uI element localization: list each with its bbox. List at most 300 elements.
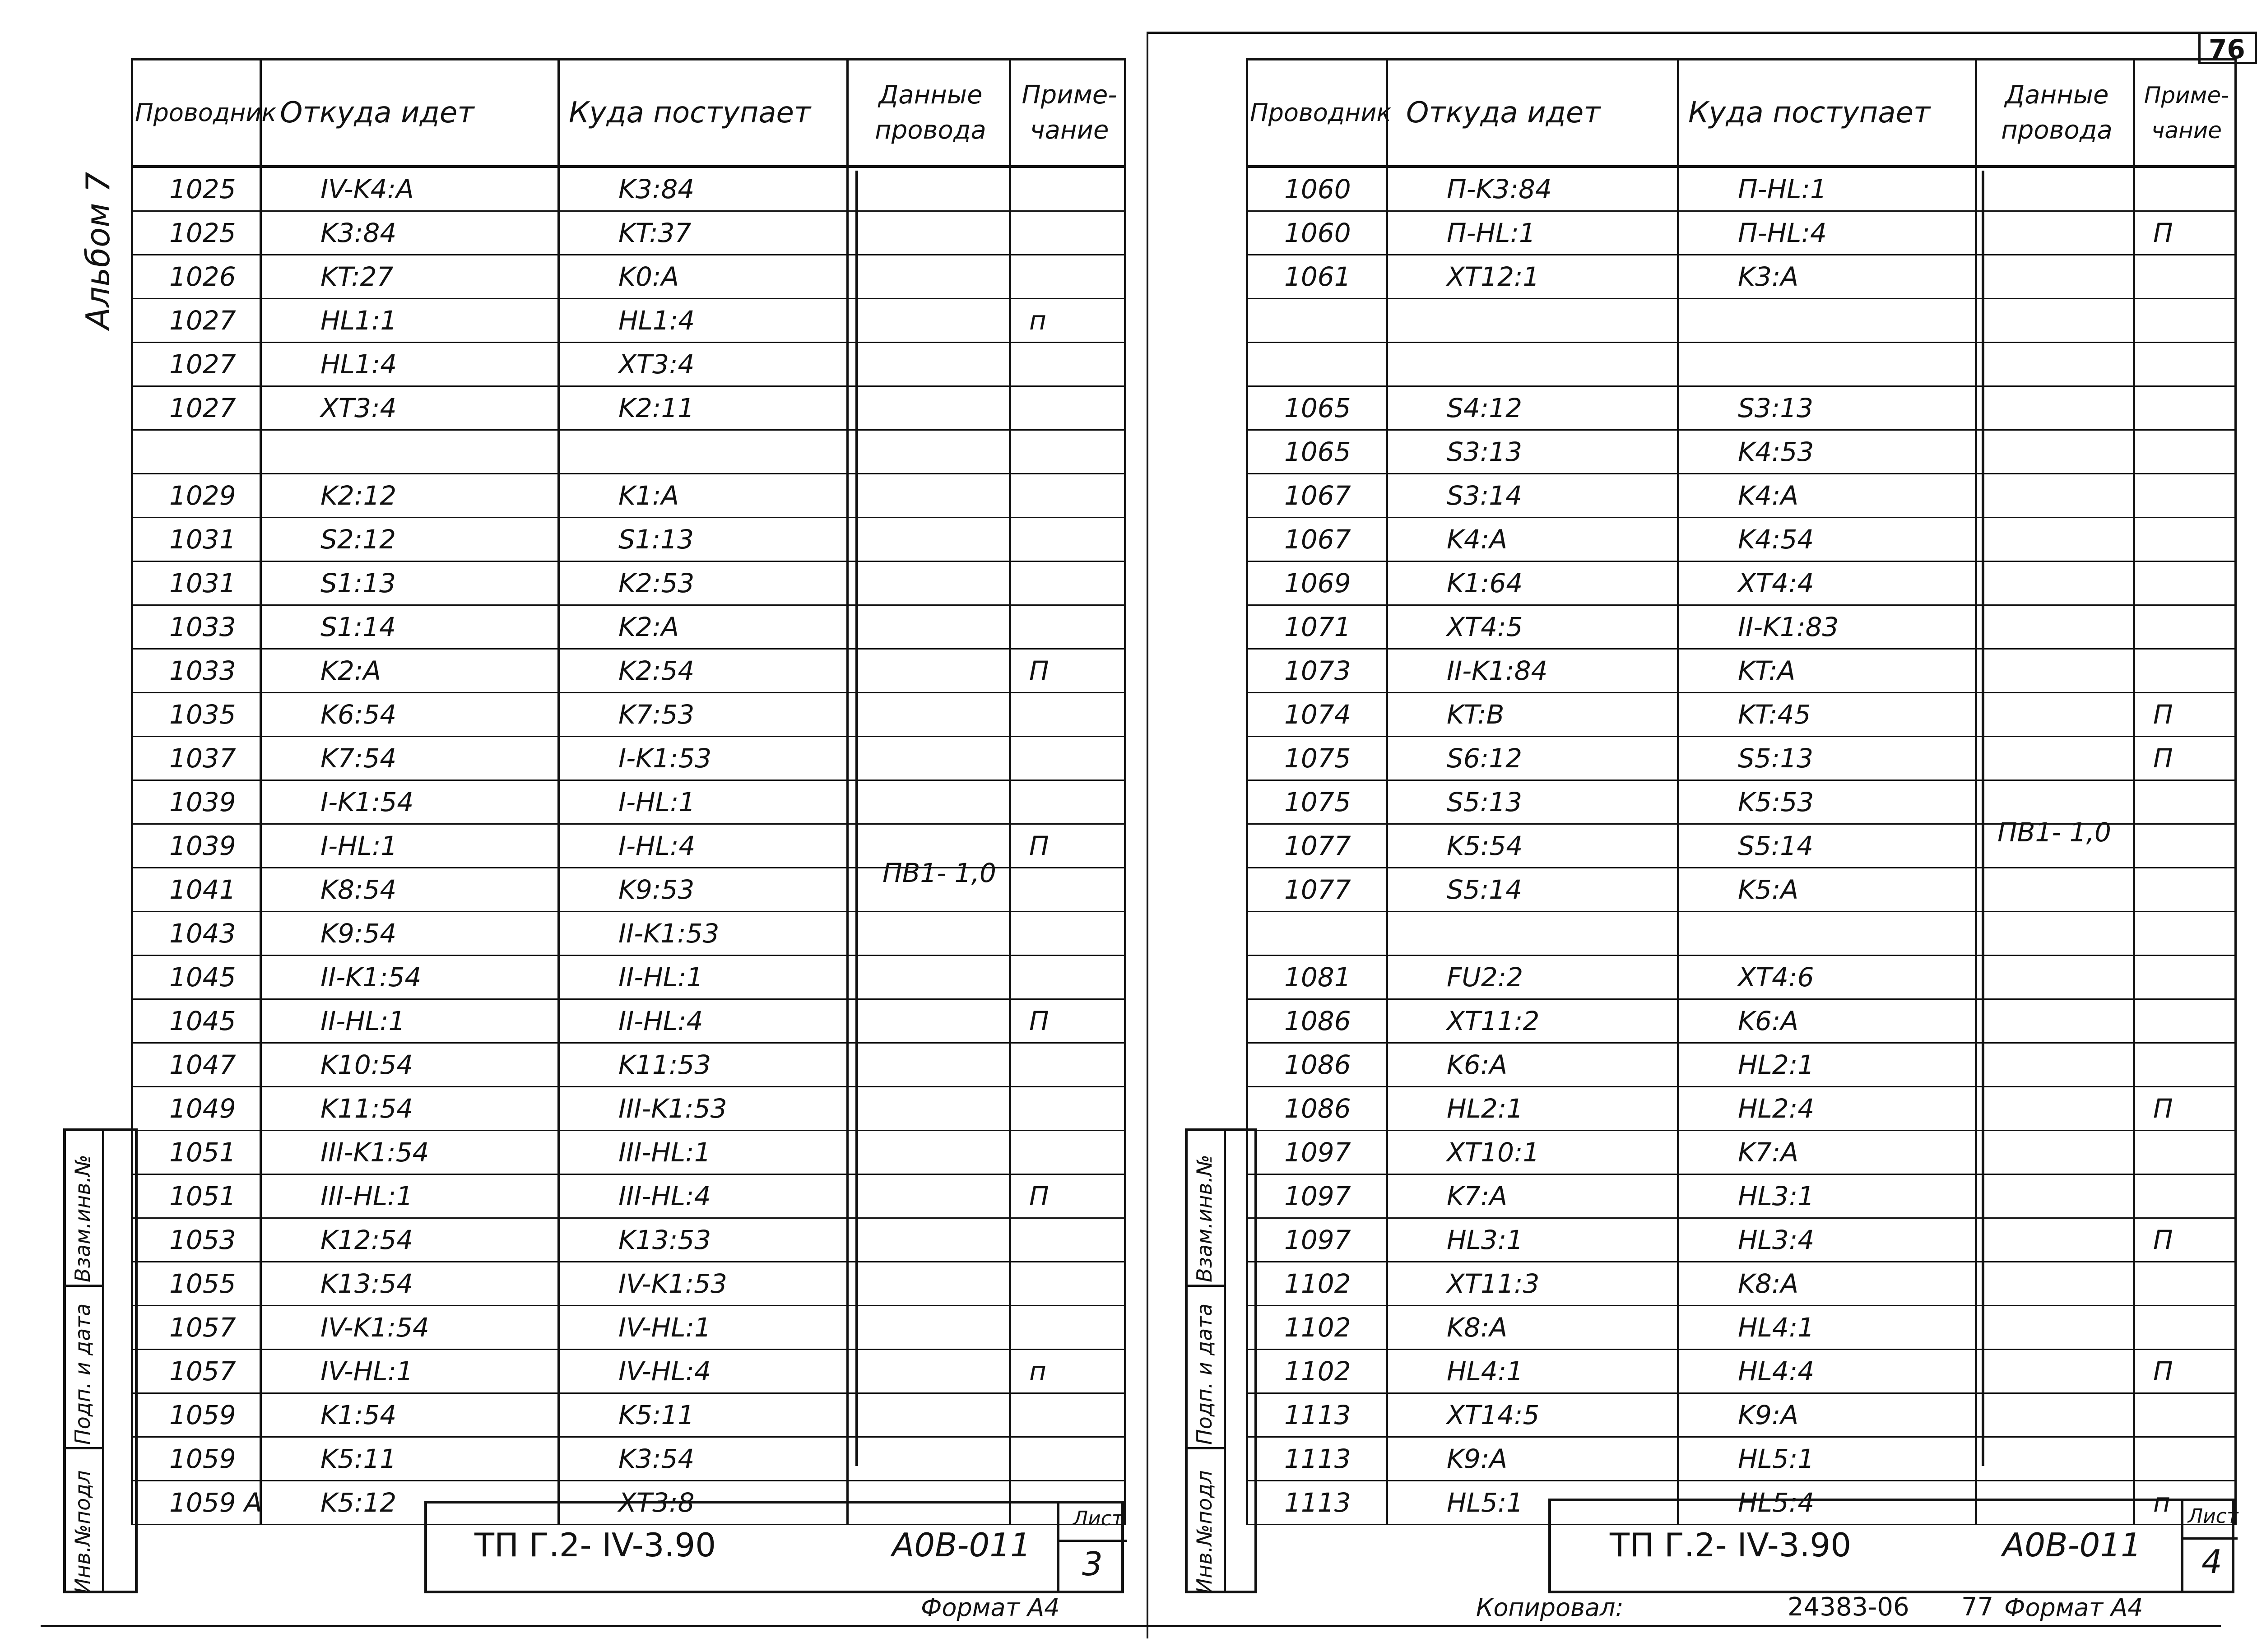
conductor-cell: 1055 — [132, 1262, 261, 1306]
conductor-cell: 1113 — [1247, 1481, 1387, 1525]
wire-cell — [1976, 649, 2134, 693]
table-row — [132, 386, 1125, 430]
note-cell — [2134, 1262, 2236, 1306]
to-cell: K11:53 — [559, 1043, 848, 1087]
right-label-inv: Инв.№подл — [1192, 1470, 1217, 1594]
from-cell: II-HL:1 — [261, 999, 559, 1043]
from-cell: IV-K4:A — [261, 167, 559, 211]
note-cell — [1010, 693, 1125, 737]
from-cell: S1:14 — [261, 605, 559, 649]
from-cell: K5:12 — [261, 1481, 559, 1525]
conductor-cell: 1031 — [132, 518, 261, 561]
table-row — [132, 343, 1125, 386]
table-row — [132, 1174, 1125, 1218]
to-cell: K3:84 — [559, 167, 848, 211]
to-cell: HL4:4 — [1678, 1350, 1976, 1393]
note-cell — [1010, 211, 1125, 255]
conductor-cell: 1051 — [132, 1131, 261, 1174]
right-side-strip — [1185, 1128, 1257, 1593]
note-cell — [1010, 430, 1125, 474]
wire-cell — [848, 649, 1010, 693]
to-cell: K13:53 — [559, 1218, 848, 1262]
table-row — [132, 1218, 1125, 1262]
right-archive-mark: 77 — [1961, 1592, 1994, 1622]
table-row — [1247, 474, 2236, 518]
wire-cell — [848, 1174, 1010, 1218]
note-cell: П — [2134, 1218, 2236, 1262]
table-row — [1247, 1087, 2236, 1131]
conductor-cell: 1097 — [1247, 1174, 1387, 1218]
table-row — [1247, 605, 2236, 649]
right-sheet-label: Лист — [2188, 1505, 2238, 1528]
from-cell: II-K1:54 — [261, 956, 559, 999]
note-cell — [1010, 1043, 1125, 1087]
to-cell: I-HL:1 — [559, 780, 848, 824]
header-conductor: Проводник — [132, 59, 261, 167]
table-row — [132, 211, 1125, 255]
wire-cell — [848, 999, 1010, 1043]
album-label: Альбом 7 — [79, 172, 117, 329]
page-number: 76 — [2209, 34, 2245, 65]
to-cell: II-HL:4 — [559, 999, 848, 1043]
table-row — [1247, 211, 2236, 255]
conductor-cell: 1086 — [1247, 999, 1387, 1043]
from-cell: K6:54 — [261, 693, 559, 737]
note-cell — [1010, 737, 1125, 780]
conductor-cell: 1113 — [1247, 1437, 1387, 1481]
table-row — [132, 430, 1125, 474]
note-cell: П — [2134, 1087, 2236, 1131]
right-title-block — [1548, 1499, 2238, 1593]
from-cell: K11:54 — [261, 1087, 559, 1131]
table-row — [132, 561, 1125, 605]
note-cell — [1010, 255, 1125, 299]
right-stamp-code: ТП Г.2- IV-3.90 — [1610, 1526, 1852, 1564]
table-row — [1247, 1131, 2236, 1174]
wire-cell — [848, 1131, 1010, 1174]
note-cell: П — [1010, 824, 1125, 868]
from-cell: XT11:2 — [1387, 999, 1678, 1043]
table-row — [1247, 737, 2236, 780]
to-cell — [559, 430, 848, 474]
conductor-cell: 1065 — [1247, 430, 1387, 474]
conductor-cell: 1033 — [132, 605, 261, 649]
note-cell: п — [1010, 1350, 1125, 1393]
conductor-cell: 1081 — [1247, 956, 1387, 999]
to-cell: HL3:1 — [1678, 1174, 1976, 1218]
from-cell: S2:12 — [261, 518, 559, 561]
wire-cell — [1976, 737, 2134, 780]
right-wire-label: ПВ1- 1,0 — [1997, 817, 2111, 848]
conductor-cell: 1074 — [1247, 693, 1387, 737]
left-sheet-label: Лист — [1073, 1507, 1124, 1530]
conductor-cell: 1077 — [1247, 824, 1387, 868]
table-row — [1247, 561, 2236, 605]
from-cell: XT3:4 — [261, 386, 559, 430]
right-sheet-box — [2181, 1501, 2238, 1591]
conductor-cell: 1067 — [1247, 474, 1387, 518]
header-from: Откуда идет — [1387, 59, 1678, 167]
note-cell — [2134, 780, 2236, 824]
from-cell: S3:13 — [1387, 430, 1678, 474]
to-cell: K4:54 — [1678, 518, 1976, 561]
header-wire: Данные провода — [1976, 59, 2134, 167]
conductor-cell: 1026 — [132, 255, 261, 299]
from-cell: II-K1:84 — [1387, 649, 1678, 693]
note-cell — [1010, 1437, 1125, 1481]
note-cell: п — [1010, 299, 1125, 343]
table-row — [1247, 693, 2236, 737]
to-cell: HL5:1 — [1678, 1437, 1976, 1481]
table-row — [1247, 518, 2236, 561]
from-cell: K6:A — [1387, 1043, 1678, 1087]
note-cell — [2134, 912, 2236, 956]
note-cell — [1010, 1262, 1125, 1306]
note-cell — [1010, 868, 1125, 912]
left-label-replace: Взам.инв.№ — [70, 1154, 95, 1282]
from-cell: I-HL:1 — [261, 824, 559, 868]
note-cell — [2134, 474, 2236, 518]
note-cell — [2134, 299, 2236, 343]
from-cell — [1387, 343, 1678, 386]
wire-cell — [1976, 605, 2134, 649]
right-sheet-number: 4 — [2201, 1543, 2222, 1581]
to-cell: XT4:6 — [1678, 956, 1976, 999]
to-cell: I-K1:53 — [559, 737, 848, 780]
wire-cell — [848, 299, 1010, 343]
header-row — [132, 59, 1125, 167]
wire-cell — [1976, 999, 2134, 1043]
conductor-cell: 1049 — [132, 1087, 261, 1131]
conductor-cell: 1043 — [132, 912, 261, 956]
to-cell: K5:A — [1678, 868, 1976, 912]
note-cell — [1010, 386, 1125, 430]
to-cell: III-K1:53 — [559, 1087, 848, 1131]
to-cell: K8:A — [1678, 1262, 1976, 1306]
note-cell — [2134, 1131, 2236, 1174]
conductor-cell: 1059 — [132, 1437, 261, 1481]
to-cell: S1:13 — [559, 518, 848, 561]
table-row — [132, 167, 1125, 211]
note-cell — [1010, 1087, 1125, 1131]
wire-cell — [848, 255, 1010, 299]
wire-cell — [848, 1087, 1010, 1131]
to-cell: K1:A — [559, 474, 848, 518]
wire-cell — [848, 912, 1010, 956]
note-cell — [1010, 1218, 1125, 1262]
from-cell: K7:54 — [261, 737, 559, 780]
from-cell: K2:A — [261, 649, 559, 693]
wire-cell — [1976, 956, 2134, 999]
table-row — [1247, 1218, 2236, 1262]
right-label-replace: Взам.инв.№ — [1192, 1154, 1217, 1282]
left-sheet-number: 3 — [1082, 1545, 1103, 1583]
from-cell: K3:84 — [261, 211, 559, 255]
table-row — [132, 999, 1125, 1043]
wire-cell — [1976, 430, 2134, 474]
table-row — [1247, 649, 2236, 693]
conductor-cell: 1053 — [132, 1218, 261, 1262]
conductor-cell: 1077 — [1247, 868, 1387, 912]
table-row — [132, 1043, 1125, 1087]
from-cell: K10:54 — [261, 1043, 559, 1087]
from-cell: XT14:5 — [1387, 1393, 1678, 1437]
wire-cell — [848, 474, 1010, 518]
to-cell: K5:11 — [559, 1393, 848, 1437]
note-cell — [1010, 1131, 1125, 1174]
header-conductor: Проводник — [1247, 59, 1387, 167]
from-cell: K1:54 — [261, 1393, 559, 1437]
left-wire-label: ПВ1- 1,0 — [882, 858, 996, 888]
note-cell: П — [2134, 693, 2236, 737]
conductor-cell: 1060 — [1247, 211, 1387, 255]
conductor-cell: 1073 — [1247, 649, 1387, 693]
from-cell: K8:A — [1387, 1306, 1678, 1350]
conductor-cell: 1086 — [1247, 1043, 1387, 1087]
to-cell: HL4:1 — [1678, 1306, 1976, 1350]
wire-cell — [1976, 343, 2134, 386]
wire-cell — [1976, 1174, 2134, 1218]
header-row — [1247, 59, 2236, 167]
left-wire-brace — [855, 171, 858, 1466]
to-cell: HL1:4 — [559, 299, 848, 343]
table-row — [1247, 386, 2236, 430]
from-cell: HL3:1 — [1387, 1218, 1678, 1262]
note-cell — [1010, 474, 1125, 518]
wire-cell — [848, 167, 1010, 211]
header-to: Куда поступает — [1678, 59, 1976, 167]
wire-cell — [1976, 1437, 2134, 1481]
note-cell — [2134, 1437, 2236, 1481]
wire-cell — [1976, 1262, 2134, 1306]
wire-cell — [848, 1350, 1010, 1393]
header-from: Откуда идет — [261, 59, 559, 167]
note-cell — [2134, 167, 2236, 211]
left-stamp-code: ТП Г.2- IV-3.90 — [474, 1526, 716, 1564]
from-cell: S1:13 — [261, 561, 559, 605]
from-cell: III-K1:54 — [261, 1131, 559, 1174]
note-cell — [2134, 343, 2236, 386]
to-cell: K9:A — [1678, 1393, 1976, 1437]
from-cell: S6:12 — [1387, 737, 1678, 780]
table-row — [132, 1131, 1125, 1174]
table-row — [1247, 299, 2236, 343]
from-cell: HL2:1 — [1387, 1087, 1678, 1131]
to-cell — [1678, 299, 1976, 343]
note-cell — [2134, 255, 2236, 299]
wire-cell — [848, 343, 1010, 386]
table-row — [132, 299, 1125, 343]
conductor-cell: 1097 — [1247, 1131, 1387, 1174]
wire-cell — [1976, 868, 2134, 912]
from-cell: K5:54 — [1387, 824, 1678, 868]
table-row — [1247, 956, 2236, 999]
table-row — [132, 474, 1125, 518]
note-cell — [1010, 167, 1125, 211]
note-cell — [1010, 605, 1125, 649]
conductor-cell: 1102 — [1247, 1350, 1387, 1393]
to-cell: K4:53 — [1678, 430, 1976, 474]
note-cell — [2134, 1043, 2236, 1087]
to-cell: П-HL:1 — [1678, 167, 1976, 211]
note-cell — [2134, 561, 2236, 605]
wire-cell — [848, 386, 1010, 430]
to-cell: KT:45 — [1678, 693, 1976, 737]
header-note: Приме- чание — [1010, 59, 1125, 167]
to-cell: HL2:4 — [1678, 1087, 1976, 1131]
note-cell — [1010, 343, 1125, 386]
to-cell: III-HL:1 — [559, 1131, 848, 1174]
wire-cell — [848, 605, 1010, 649]
table-row — [1247, 1262, 2236, 1306]
table-row — [1247, 912, 2236, 956]
table-row — [1247, 1306, 2236, 1350]
table-row — [132, 649, 1125, 693]
left-sheet-box — [1057, 1504, 1127, 1591]
left-side-strip — [63, 1128, 138, 1593]
from-cell: XT12:1 — [1387, 255, 1678, 299]
conductor-cell: 1060 — [1247, 167, 1387, 211]
bottom-border-line — [41, 1625, 2221, 1627]
conductor-cell: 1059 — [132, 1393, 261, 1437]
right-wire-brace — [1982, 171, 1984, 1466]
to-cell: K2:11 — [559, 386, 848, 430]
note-cell: п — [2134, 1481, 2236, 1525]
to-cell: K7:A — [1678, 1131, 1976, 1174]
header-note: Приме- чание — [2134, 59, 2236, 167]
note-cell — [1010, 912, 1125, 956]
table-row — [1247, 255, 2236, 299]
from-cell: K8:54 — [261, 868, 559, 912]
to-cell: K5:53 — [1678, 780, 1976, 824]
wire-cell — [1976, 474, 2134, 518]
note-cell — [2134, 605, 2236, 649]
to-cell: K3:A — [1678, 255, 1976, 299]
from-cell: S3:14 — [1387, 474, 1678, 518]
page-divider — [1147, 32, 1148, 1638]
to-cell: IV-HL:4 — [559, 1350, 848, 1393]
from-cell: П-HL:1 — [1387, 211, 1678, 255]
table-row — [1247, 1043, 2236, 1087]
from-cell: K2:12 — [261, 474, 559, 518]
table-row — [132, 1437, 1125, 1481]
conductor-cell: 1041 — [132, 868, 261, 912]
conductor-cell: 1039 — [132, 780, 261, 824]
from-cell — [1387, 912, 1678, 956]
wire-cell — [1976, 1218, 2134, 1262]
note-cell — [2134, 999, 2236, 1043]
to-cell: K2:54 — [559, 649, 848, 693]
conductor-cell: 1075 — [1247, 780, 1387, 824]
to-cell: II-HL:1 — [559, 956, 848, 999]
wire-cell — [1976, 912, 2134, 956]
wire-cell — [1976, 299, 2134, 343]
wire-cell — [1976, 1306, 2134, 1350]
to-cell: XT3:8 — [559, 1481, 848, 1525]
from-cell: HL4:1 — [1387, 1350, 1678, 1393]
conductor-cell: 1057 — [132, 1306, 261, 1350]
table-row — [132, 912, 1125, 956]
conductor-cell: 1025 — [132, 211, 261, 255]
wire-cell — [1976, 167, 2134, 211]
conductor-cell: 1067 — [1247, 518, 1387, 561]
from-cell: K12:54 — [261, 1218, 559, 1262]
left-label-sign: Подп. и дата — [70, 1303, 95, 1445]
wire-cell — [848, 1437, 1010, 1481]
table-row — [1247, 1174, 2236, 1218]
note-cell: П — [1010, 649, 1125, 693]
table-row — [132, 737, 1125, 780]
from-cell: XT4:5 — [1387, 605, 1678, 649]
conductor-cell — [1247, 912, 1387, 956]
to-cell: IV-HL:1 — [559, 1306, 848, 1350]
right-copied-by: Копировал: — [1476, 1593, 1624, 1622]
to-cell: K4:A — [1678, 474, 1976, 518]
from-cell: K7:A — [1387, 1174, 1678, 1218]
table-row — [132, 956, 1125, 999]
from-cell: III-HL:1 — [261, 1174, 559, 1218]
left-stamp-doc: А0В-011 — [892, 1526, 1031, 1564]
to-cell: HL2:1 — [1678, 1043, 1976, 1087]
wire-cell — [848, 1043, 1010, 1087]
wire-cell — [1976, 1350, 2134, 1393]
to-cell: K0:A — [559, 255, 848, 299]
to-cell: K2:53 — [559, 561, 848, 605]
from-cell: FU2:2 — [1387, 956, 1678, 999]
conductor-cell: 1069 — [1247, 561, 1387, 605]
note-cell — [2134, 430, 2236, 474]
left-format: Формат А4 — [921, 1593, 1060, 1622]
from-cell: I-K1:54 — [261, 780, 559, 824]
conductor-cell: 1035 — [132, 693, 261, 737]
table-row — [1247, 1393, 2236, 1437]
conductor-cell: 1071 — [1247, 605, 1387, 649]
note-cell — [2134, 1393, 2236, 1437]
table-row — [1247, 999, 2236, 1043]
wire-cell — [848, 561, 1010, 605]
from-cell: S5:13 — [1387, 780, 1678, 824]
table-row — [1247, 868, 2236, 912]
conductor-cell — [1247, 343, 1387, 386]
wire-cell — [1976, 1087, 2134, 1131]
from-cell: K1:64 — [1387, 561, 1678, 605]
conductor-cell: 1037 — [132, 737, 261, 780]
from-cell: S4:12 — [1387, 386, 1678, 430]
table-row — [1247, 167, 2236, 211]
conductor-cell: 1051 — [132, 1174, 261, 1218]
table-row — [132, 1306, 1125, 1350]
wire-cell — [848, 211, 1010, 255]
top-border-line — [1147, 32, 2257, 34]
to-cell: I-HL:4 — [559, 824, 848, 868]
note-cell — [2134, 649, 2236, 693]
note-cell: П — [2134, 1350, 2236, 1393]
note-cell — [2134, 824, 2236, 868]
note-cell — [2134, 1306, 2236, 1350]
conductor-cell: 1039 — [132, 824, 261, 868]
right-wire-table — [1246, 58, 2237, 1525]
from-cell: IV-HL:1 — [261, 1350, 559, 1393]
to-cell — [1678, 343, 1976, 386]
from-cell: HL1:4 — [261, 343, 559, 386]
to-cell: II-K1:53 — [559, 912, 848, 956]
table-row — [132, 1393, 1125, 1437]
to-cell: П-HL:4 — [1678, 211, 1976, 255]
to-cell: K9:53 — [559, 868, 848, 912]
conductor-cell: 1027 — [132, 299, 261, 343]
conductor-cell: 1086 — [1247, 1087, 1387, 1131]
left-label-inv: Инв.№подл — [70, 1470, 95, 1594]
